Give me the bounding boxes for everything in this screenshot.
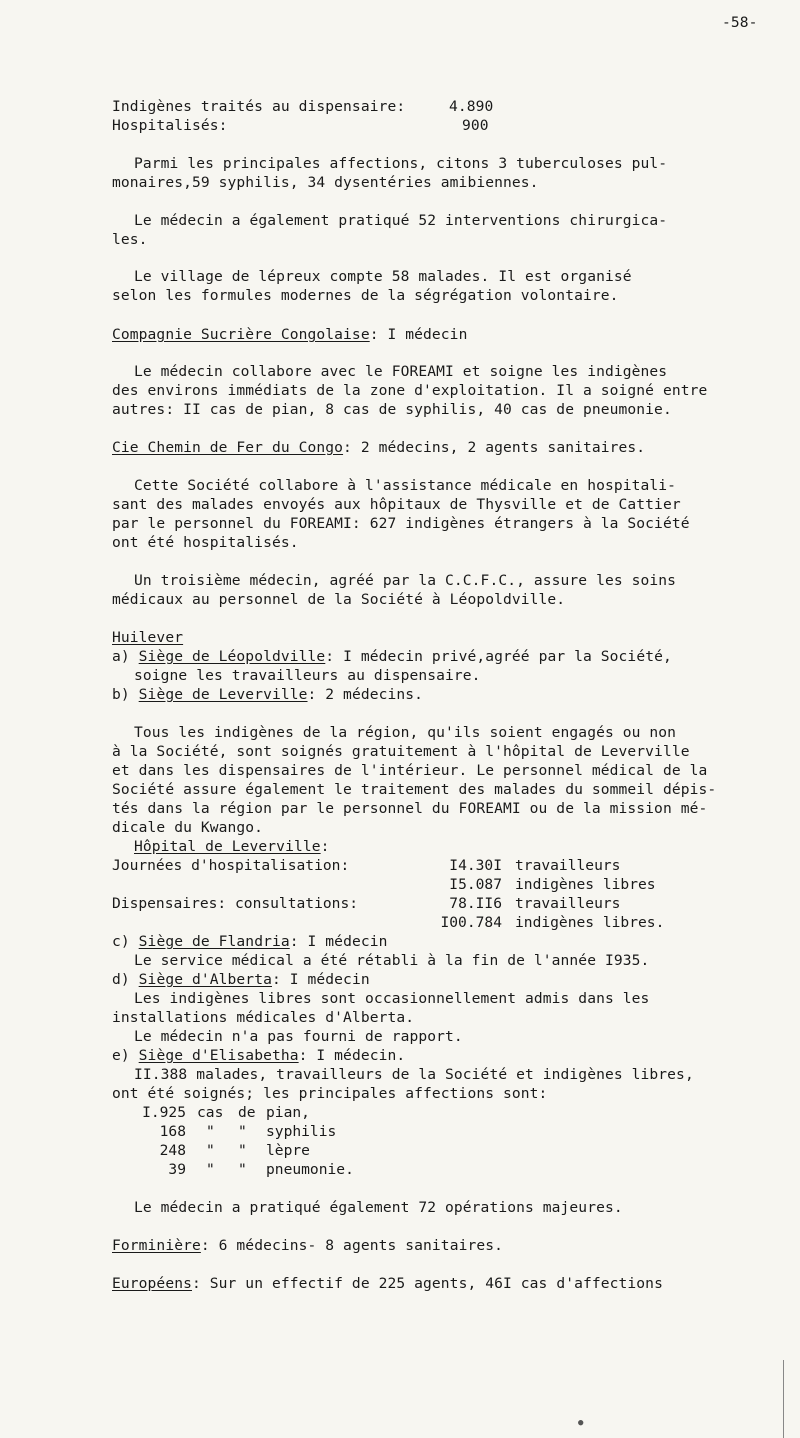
huilever-a-tail: : I médecin privé,agréé par la Société, [325,648,672,665]
case-count-3: 248 [159,1142,186,1159]
stat-value-4: I00.784 [440,914,502,931]
village-line-1: Le village de lépreux compte 58 malades. Il est organisé [134,268,632,285]
case-count-2: 168 [159,1123,186,1140]
case-unit-1: cas [197,1104,224,1121]
huilever-e-prefix: e) [112,1047,139,1064]
huilever-a-prefix: a) [112,648,139,665]
sucriere-heading: Compagnie Sucrière Congolaise [112,326,370,343]
huilever-c-tail: : I médecin [289,933,388,950]
huilever-a-line [112,648,672,666]
affections-line-1: Parmi les principales affections, citons 3 tuberculoses pul- [134,155,668,172]
intro-row2-label: Hospitalisés: [112,117,228,134]
hopital-colon: : [320,838,330,855]
case-disease-4: pneumonie. [266,1161,354,1178]
huilever-c-prefix: c) [112,933,139,950]
chemin-line-1: Cette Société collabore à l'assistance médicale en hospitali- [134,477,677,494]
huilever-heading: Huilever [112,629,184,646]
huilever-para-line-5: tés dans la région par le personnel du FOREAMI ou de la mission mé- [112,800,708,817]
huilever-a-heading: Siège de Léopoldville [138,648,326,665]
chemin-heading-line [112,439,645,457]
chemin-line-6: médicaux au personnel de la Société à Léopoldville. [112,591,566,608]
case-disease-1: pian, [266,1104,310,1121]
case-unit-2: " [206,1123,215,1140]
huilever-e-line [112,1047,405,1065]
huilever-e-heading: Siège d'Elisabetha [138,1047,299,1064]
interventions-line-1: Le médecin a également pratiqué 52 interventions chirurgica- [134,212,668,229]
sucriere-tail: : I médecin [369,326,468,343]
huilever-d-line-2: Les indigènes libres sont occasionnellement admis dans les [134,990,650,1007]
interventions-line-2: les. [112,231,148,248]
case-disease-3: lèpre [266,1142,310,1159]
case-unit-4: " [206,1161,215,1178]
huilever-c-line-2: Le service médical a été rétabli à la fin de l'année I935. [134,952,650,969]
huilever-d-line-4: Le médecin n'a pas fourni de rapport. [134,1028,463,1045]
stat-label-3: Dispensaires: consultations: [112,895,359,912]
case-count-4: 39 [168,1161,186,1178]
europeens-line [112,1275,663,1293]
stat-value-3: 78.II6 [449,895,502,912]
huilever-c-line [112,933,388,951]
case-unit-3: " [206,1142,215,1159]
chemin-line-2: sant des malades envoyés aux hôpitaux de Thysville et de Cattier [112,496,681,513]
huilever-c-heading: Siège de Flandria [138,933,290,950]
huilever-ops: Le médecin a pratiqué également 72 opérations majeures. [134,1199,623,1216]
intro-row1-label: Indigènes traités au dispensaire: [112,98,406,115]
huilever-d-prefix: d) [112,971,139,988]
stat-label-1: Journées d'hospitalisation: [112,857,350,874]
europeens-heading: Européens [112,1275,192,1292]
europeens-tail: : Sur un effectif de 225 agents, 46I cas d'affections [191,1275,663,1292]
stat-value-1: I4.30I [449,857,502,874]
huilever-e-line-2: II.388 malades, travailleurs de la Société et indigènes libres, [134,1066,694,1083]
intro-row2-value: 900 [462,117,489,134]
case-count-1: I.925 [142,1104,186,1121]
forminiere-tail: : 6 médecins- 8 agents sanitaires. [200,1237,504,1254]
huilever-b-line [112,686,423,704]
huilever-d-line [112,971,370,989]
sucriere-line-1: Le médecin collabore avec le FOREAMI et soigne les indigènes [134,363,668,380]
sucriere-heading-line [112,326,467,344]
sucriere-line-3: autres: II cas de pian, 8 cas de syphilis, 40 cas de pneumonie. [112,401,672,418]
stat-desc-1: travailleurs [515,857,621,874]
chemin-line-4: ont été hospitalisés. [112,534,299,551]
stat-value-2: I5.087 [449,876,502,893]
huilever-d-heading: Siège d'Alberta [138,971,272,988]
forminiere-heading: Forminière [112,1237,201,1254]
case-pre-1: de [238,1104,256,1121]
chemin-tail: : 2 médecins, 2 agents sanitaires. [343,439,646,456]
case-pre-4: " [238,1161,247,1178]
page-number: -58- [722,14,758,31]
forminiere-line [112,1237,503,1255]
huilever-d-line-3: installations médicales d'Alberta. [112,1009,415,1026]
chemin-line-5: Un troisième médecin, agréé par la C.C.F.C., assure les soins [134,572,677,589]
case-pre-3: " [238,1142,247,1159]
affections-line-2: monaires,59 syphilis, 34 dysentéries amibiennes. [112,174,539,191]
stat-desc-3: travailleurs [515,895,621,912]
case-disease-2: syphilis [266,1123,337,1140]
hopital-heading: Hôpital de Leverville [134,838,321,855]
huilever-para-line-2: à la Société, sont soignés gratuitement à l'hôpital de Leverville [112,743,690,760]
village-line-2: selon les formules modernes de la ségrégation volontaire. [112,287,619,304]
stat-desc-4: indigènes libres. [515,914,665,931]
stat-desc-2: indigènes libres [515,876,656,893]
huilever-e-line-3: ont été soignés; les principales affections sont: [112,1085,548,1102]
huilever-b-prefix: b) [112,686,139,703]
case-pre-2: " [238,1123,247,1140]
huilever-b-heading: Siège de Leverville [138,686,308,703]
chemin-heading: Cie Chemin de Fer du Congo [112,439,344,456]
scan-edge-line [783,1360,784,1438]
huilever-b-tail: : 2 médecins. [307,686,424,703]
scan-speck: ● [578,1418,584,1428]
intro-row1-value: 4.890 [449,98,494,115]
chemin-line-3: par le personnel du FOREAMI: 627 indigènes étrangers à la Société [112,515,690,532]
huilever-para-line-3: et dans les dispensaires de l'intérieur. Le personnel médical de la [112,762,708,779]
sucriere-line-2: des environs immédiats de la zone d'exploitation. Il a soigné entre [112,382,708,399]
huilever-para-line-4: Société assure également le traitement des malades du sommeil dépis- [112,781,717,798]
huilever-d-tail: : I médecin [271,971,370,988]
huilever-e-tail: : I médecin. [298,1047,406,1064]
hopital-heading-line [134,838,330,856]
huilever-para-line-6: dicale du Kwango. [112,819,264,836]
huilever-para-line-1: Tous les indigènes de la région, qu'ils soient engagés ou non [134,724,677,741]
huilever-a-line-2: soigne les travailleurs au dispensaire. [134,667,481,684]
